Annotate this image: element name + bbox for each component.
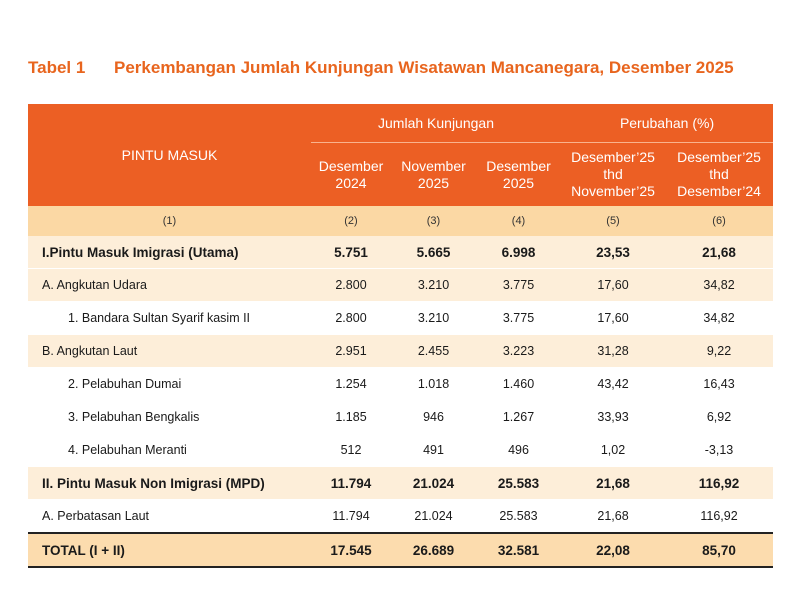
table-row	[28, 500, 773, 534]
cell-value: 34,82	[665, 269, 773, 302]
col-number: (3)	[391, 206, 476, 236]
header-col-5: Desember’25 thd November’25	[561, 143, 665, 207]
cell-value: 491	[391, 434, 476, 467]
cell-value: 1.267	[476, 401, 561, 434]
cell-value: 6.998	[476, 236, 561, 269]
row-label: B. Angkutan Laut	[28, 335, 311, 368]
cell-value: 16,43	[665, 368, 773, 401]
total-value: 32.581	[476, 533, 561, 567]
cell-value: 5.665	[391, 236, 476, 269]
row-label: A. Angkutan Udara	[28, 269, 311, 302]
table-number: Tabel 1	[28, 58, 86, 77]
cell-value: 512	[311, 434, 391, 467]
cell-value: 5.751	[311, 236, 391, 269]
cell-value: 9,22	[665, 335, 773, 368]
cell-value: 496	[476, 434, 561, 467]
row-label: 1. Bandara Sultan Syarif kasim II	[28, 302, 311, 335]
col-number: (4)	[476, 206, 561, 236]
cell-value: 1.460	[476, 368, 561, 401]
header-col-4: Desember 2025	[476, 143, 561, 207]
cell-value: 1.018	[391, 368, 476, 401]
total-value: 85,70	[665, 533, 773, 567]
header-col-3: November 2025	[391, 143, 476, 207]
cell-value: 33,93	[561, 401, 665, 434]
cell-value: 116,92	[665, 467, 773, 500]
visitor-table	[28, 104, 773, 568]
table-row	[28, 236, 773, 269]
cell-value: 2.800	[311, 302, 391, 335]
col-number: (6)	[665, 206, 773, 236]
total-value: 17.545	[311, 533, 391, 567]
table-row	[28, 467, 773, 500]
cell-value: 2.455	[391, 335, 476, 368]
table-caption: Perkembangan Jumlah Kunjungan Wisatawan Mancanegara, Desember 2025	[114, 58, 734, 77]
header-group-row	[28, 104, 773, 143]
header-col-2: Desember 2024	[311, 143, 391, 207]
total-value: 26.689	[391, 533, 476, 567]
cell-value: 21,68	[561, 500, 665, 534]
cell-value: 17,60	[561, 269, 665, 302]
header-col-6: Desember’25 thd Desember’24	[665, 143, 773, 207]
cell-value: 1.185	[311, 401, 391, 434]
cell-value: 21,68	[561, 467, 665, 500]
cell-value: 23,53	[561, 236, 665, 269]
table-row	[28, 401, 773, 434]
table-row	[28, 434, 773, 467]
cell-value: 1,02	[561, 434, 665, 467]
cell-value: 2.951	[311, 335, 391, 368]
column-number-row	[28, 206, 773, 236]
cell-value: 946	[391, 401, 476, 434]
table-row	[28, 335, 773, 368]
cell-value: -3,13	[665, 434, 773, 467]
cell-value: 11.794	[311, 500, 391, 534]
cell-value: 1.254	[311, 368, 391, 401]
row-label: 2. Pelabuhan Dumai	[28, 368, 311, 401]
cell-value: 34,82	[665, 302, 773, 335]
header-jumlah-kunjungan: Jumlah Kunjungan	[311, 104, 561, 143]
cell-value: 43,42	[561, 368, 665, 401]
cell-value: 25.583	[476, 500, 561, 534]
row-label: II. Pintu Masuk Non Imigrasi (MPD)	[28, 467, 311, 500]
cell-value: 31,28	[561, 335, 665, 368]
cell-value: 3.210	[391, 302, 476, 335]
total-label: TOTAL (I + II)	[28, 533, 311, 567]
row-label: A. Perbatasan Laut	[28, 500, 311, 534]
total-value: 22,08	[561, 533, 665, 567]
col-number: (2)	[311, 206, 391, 236]
row-label: I.Pintu Masuk Imigrasi (Utama)	[28, 236, 311, 269]
cell-value: 3.223	[476, 335, 561, 368]
row-label: 4. Pelabuhan Meranti	[28, 434, 311, 467]
cell-value: 3.210	[391, 269, 476, 302]
header-perubahan: Perubahan (%)	[561, 104, 773, 143]
table-title	[28, 58, 734, 78]
cell-value: 116,92	[665, 500, 773, 534]
table-row	[28, 269, 773, 302]
cell-value: 21,68	[665, 236, 773, 269]
cell-value: 25.583	[476, 467, 561, 500]
cell-value: 3.775	[476, 302, 561, 335]
table-row	[28, 302, 773, 335]
cell-value: 6,92	[665, 401, 773, 434]
cell-value: 21.024	[391, 467, 476, 500]
cell-value: 2.800	[311, 269, 391, 302]
header-pintu-masuk: PINTU MASUK	[28, 104, 311, 206]
row-label: 3. Pelabuhan Bengkalis	[28, 401, 311, 434]
cell-value: 11.794	[311, 467, 391, 500]
cell-value: 21.024	[391, 500, 476, 534]
col-number: (1)	[28, 206, 311, 236]
total-row	[28, 533, 773, 567]
col-number: (5)	[561, 206, 665, 236]
cell-value: 3.775	[476, 269, 561, 302]
table-row	[28, 368, 773, 401]
cell-value: 17,60	[561, 302, 665, 335]
